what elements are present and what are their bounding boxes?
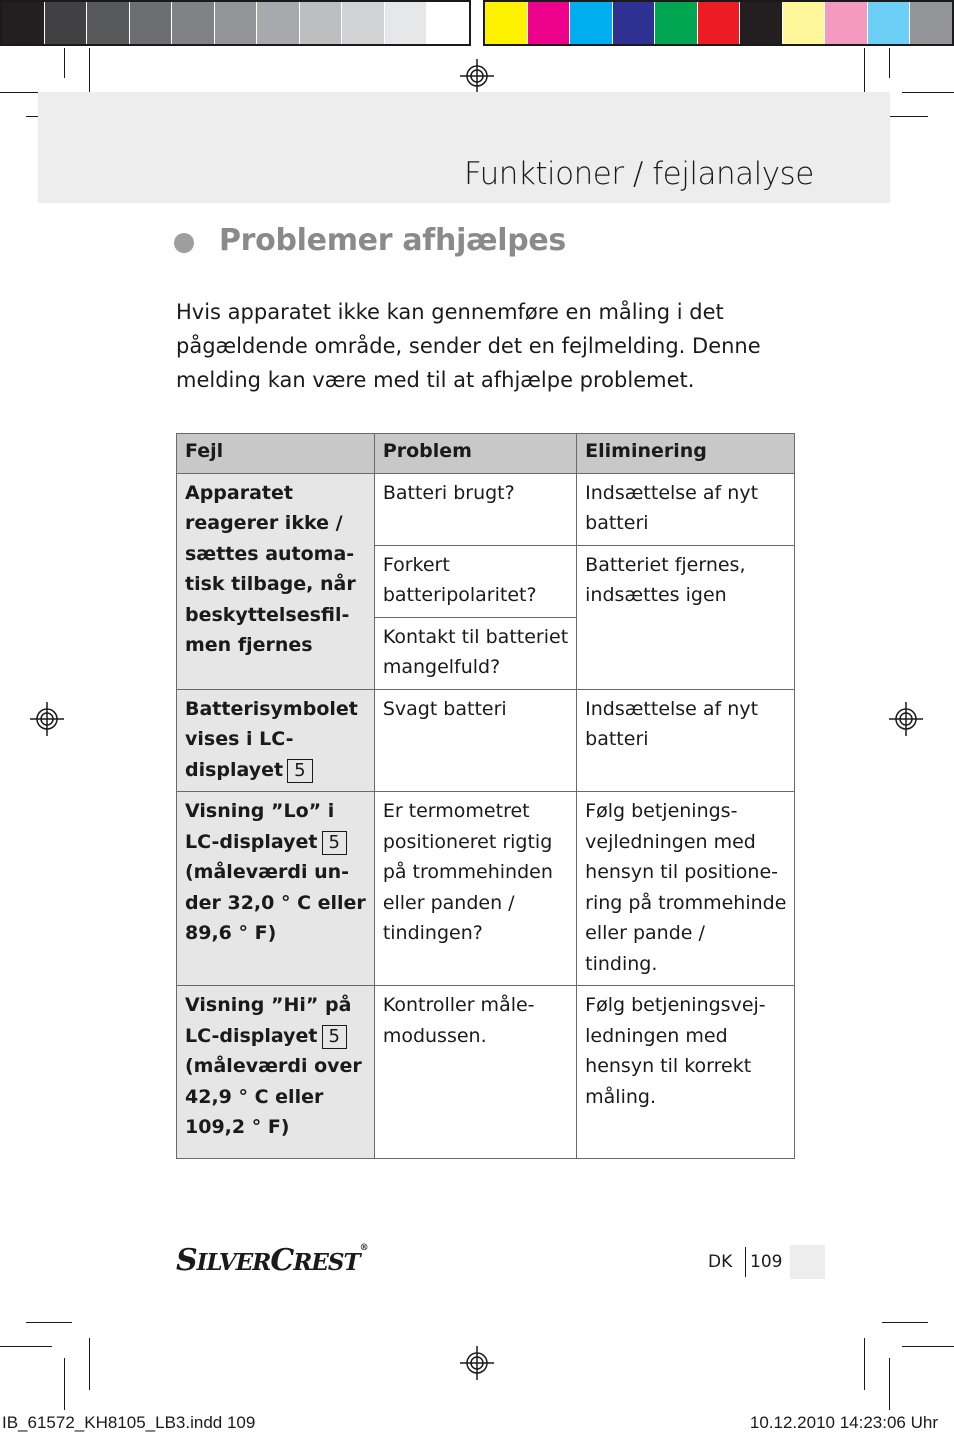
color-swatch bbox=[570, 2, 613, 44]
color-swatch bbox=[740, 2, 783, 44]
problem-cell bbox=[374, 986, 576, 1159]
fault-cell bbox=[177, 689, 375, 792]
footer-divider bbox=[745, 1247, 746, 1277]
fault-line: (måleværdi un- bbox=[185, 861, 350, 883]
fault-line: Visning ”Lo” i bbox=[185, 800, 335, 822]
crop-mark bbox=[902, 1346, 954, 1347]
remedy-line: indsættes igen bbox=[585, 584, 727, 606]
figure-reference: 5 bbox=[287, 759, 312, 783]
language-code: DK bbox=[708, 1252, 733, 1272]
remedy-line: måling. bbox=[585, 1085, 657, 1108]
brand-letter: C bbox=[270, 1243, 294, 1278]
brand-letters: ILVER bbox=[196, 1249, 271, 1276]
color-swatch bbox=[825, 2, 868, 44]
remedy-line: batteri bbox=[585, 512, 649, 534]
remedy-cell bbox=[577, 689, 795, 792]
problem-line: på trommehinden bbox=[382, 861, 553, 883]
column-header-problem: Problem bbox=[374, 434, 576, 474]
color-swatch bbox=[172, 2, 215, 44]
troubleshooting-table bbox=[176, 433, 795, 1159]
brand-letter: S bbox=[176, 1243, 197, 1278]
figure-reference: 5 bbox=[322, 1025, 347, 1049]
remedy-line: tinding. bbox=[585, 952, 658, 975]
fault-text: LC-displayet bbox=[185, 830, 318, 853]
color-swatch bbox=[613, 2, 656, 44]
table-header-row bbox=[177, 434, 795, 474]
problem-line: Er termometret bbox=[382, 800, 530, 822]
crop-mark bbox=[0, 1346, 52, 1347]
figure-reference: 5 bbox=[322, 831, 347, 855]
color-swatch bbox=[698, 2, 741, 44]
problem-line: tindingen? bbox=[382, 922, 483, 944]
color-swatch bbox=[215, 2, 258, 44]
crop-mark bbox=[864, 1338, 865, 1390]
color-swatch bbox=[300, 2, 343, 44]
fault-line: (måleværdi over bbox=[185, 1055, 362, 1077]
problem-line: Svagt batteri bbox=[382, 697, 507, 720]
registration-mark-icon bbox=[889, 702, 923, 736]
fault-line: beskyttelsesfil- bbox=[185, 603, 350, 626]
remedy-line: Indsættelse af nyt bbox=[585, 697, 759, 720]
remedy-line: ledningen med bbox=[585, 1024, 728, 1047]
color-swatch bbox=[45, 2, 88, 44]
page-title: Funktioner / fejlanalyse bbox=[464, 156, 814, 192]
fault-cell bbox=[177, 986, 375, 1159]
problem-cell bbox=[374, 473, 576, 545]
color-swatch bbox=[868, 2, 911, 44]
remedy-line: vejledningen med bbox=[585, 830, 756, 853]
problem-line: Forkert bbox=[382, 553, 450, 576]
fault-line: der 32,0 ° C eller bbox=[185, 891, 366, 914]
grayscale-calibration-bar bbox=[0, 0, 471, 46]
fault-text: displayet bbox=[185, 758, 284, 781]
fault-line bbox=[185, 1021, 366, 1052]
crop-mark bbox=[889, 48, 890, 78]
table-row bbox=[177, 473, 795, 545]
problem-cell bbox=[374, 689, 576, 792]
fault-line: Apparatet bbox=[185, 481, 293, 504]
color-swatch bbox=[257, 2, 300, 44]
print-slug-timestamp: 10.12.2010 14:23:06 Uhr bbox=[749, 1413, 938, 1432]
remedy-cell bbox=[577, 545, 795, 689]
fault-line bbox=[185, 755, 366, 786]
table-row bbox=[177, 986, 795, 1159]
remedy-line: Følg betjeningsvej- bbox=[585, 994, 766, 1016]
remedy-cell bbox=[577, 473, 795, 545]
fault-line bbox=[185, 827, 366, 858]
column-header-eliminering: Eliminering bbox=[577, 434, 795, 474]
remedy-line: eller pande / bbox=[585, 922, 705, 944]
problem-cell bbox=[374, 792, 576, 986]
fault-line: 42,9 ° C eller bbox=[185, 1085, 324, 1108]
intro-line: melding kan være med til at afhjælpe problemet. bbox=[176, 368, 695, 392]
color-swatch bbox=[528, 2, 571, 44]
problem-cell bbox=[374, 545, 576, 617]
fault-cell bbox=[177, 792, 375, 986]
problem-line: modussen. bbox=[382, 1024, 487, 1047]
remedy-line: Batteriet fjernes, bbox=[585, 553, 746, 576]
brand-letters: REST bbox=[293, 1249, 360, 1276]
crop-mark bbox=[889, 1358, 890, 1410]
color-swatch bbox=[427, 2, 469, 44]
color-swatch bbox=[385, 2, 428, 44]
remedy-line: batteri bbox=[585, 728, 649, 750]
problem-line: Kontroller måle- bbox=[382, 994, 535, 1016]
registration-mark-icon bbox=[460, 59, 494, 93]
page-number: 109 bbox=[750, 1252, 783, 1272]
color-swatch bbox=[2, 2, 45, 44]
remedy-cell bbox=[577, 792, 795, 986]
page-tab bbox=[790, 1245, 825, 1279]
crop-mark bbox=[26, 1322, 72, 1323]
fault-line: 89,6 ° F) bbox=[185, 922, 277, 944]
registration-mark-icon bbox=[460, 1346, 494, 1380]
fault-text: LC-displayet bbox=[185, 1024, 318, 1047]
color-calibration-bar bbox=[483, 0, 954, 46]
fault-line: Batterisymbolet bbox=[185, 697, 358, 720]
column-header-fejl: Fejl bbox=[177, 434, 375, 474]
color-swatch bbox=[485, 2, 528, 44]
remedy-line: Indsættelse af nyt bbox=[585, 481, 759, 504]
section-heading: Problemer afhjælpes bbox=[219, 223, 566, 258]
problem-line: mangelfuld? bbox=[382, 656, 501, 678]
color-swatch bbox=[655, 2, 698, 44]
color-swatch bbox=[783, 2, 826, 44]
registered-mark: ® bbox=[359, 1243, 368, 1253]
fault-cell bbox=[177, 473, 375, 689]
crop-mark bbox=[64, 1358, 65, 1410]
table-row bbox=[177, 792, 795, 986]
problem-line: Batteri brugt? bbox=[382, 481, 515, 504]
color-swatch bbox=[910, 2, 952, 44]
color-swatch bbox=[130, 2, 173, 44]
color-swatch bbox=[342, 2, 385, 44]
problem-line: positioneret rigtig bbox=[382, 830, 553, 853]
crop-mark bbox=[882, 1322, 928, 1323]
intro-line: pågældende område, sender det en fejlmelding. Denne bbox=[176, 334, 761, 358]
remedy-line: Følg betjenings- bbox=[585, 800, 738, 822]
fault-line: men fjernes bbox=[185, 634, 313, 656]
fault-line: tisk tilbage, når bbox=[185, 573, 356, 595]
problem-cell bbox=[374, 617, 576, 689]
color-swatch bbox=[87, 2, 130, 44]
print-slug-filename: IB_61572_KH8105_LB3.indd 109 bbox=[2, 1413, 256, 1432]
problem-line: Kontakt til batteriet bbox=[382, 625, 569, 648]
fault-line: 109,2 ° F) bbox=[185, 1116, 290, 1138]
intro-line: Hvis apparatet ikke kan gennemføre en måling i det bbox=[176, 300, 724, 324]
intro-paragraph bbox=[176, 295, 796, 397]
remedy-line: ring på trommehinde bbox=[585, 891, 787, 914]
crop-mark bbox=[902, 92, 954, 93]
table-row bbox=[177, 689, 795, 792]
fault-line: vises i LC- bbox=[185, 728, 294, 750]
remedy-line: hensyn til korrekt bbox=[585, 1055, 752, 1077]
problem-line: eller panden / bbox=[382, 891, 515, 914]
section-bullet bbox=[174, 233, 194, 253]
crop-mark bbox=[89, 1338, 90, 1390]
fault-line: Visning ”Hi” på bbox=[185, 994, 352, 1016]
remedy-line: hensyn til positione- bbox=[585, 861, 779, 883]
problem-line: batteripolaritet? bbox=[382, 584, 537, 606]
brand-logo bbox=[176, 1243, 368, 1278]
crop-mark bbox=[64, 48, 65, 78]
fault-line: sættes automa- bbox=[185, 542, 355, 565]
registration-mark-icon bbox=[30, 702, 64, 736]
remedy-cell bbox=[577, 986, 795, 1159]
fault-line: reagerer ikke / bbox=[185, 512, 343, 534]
